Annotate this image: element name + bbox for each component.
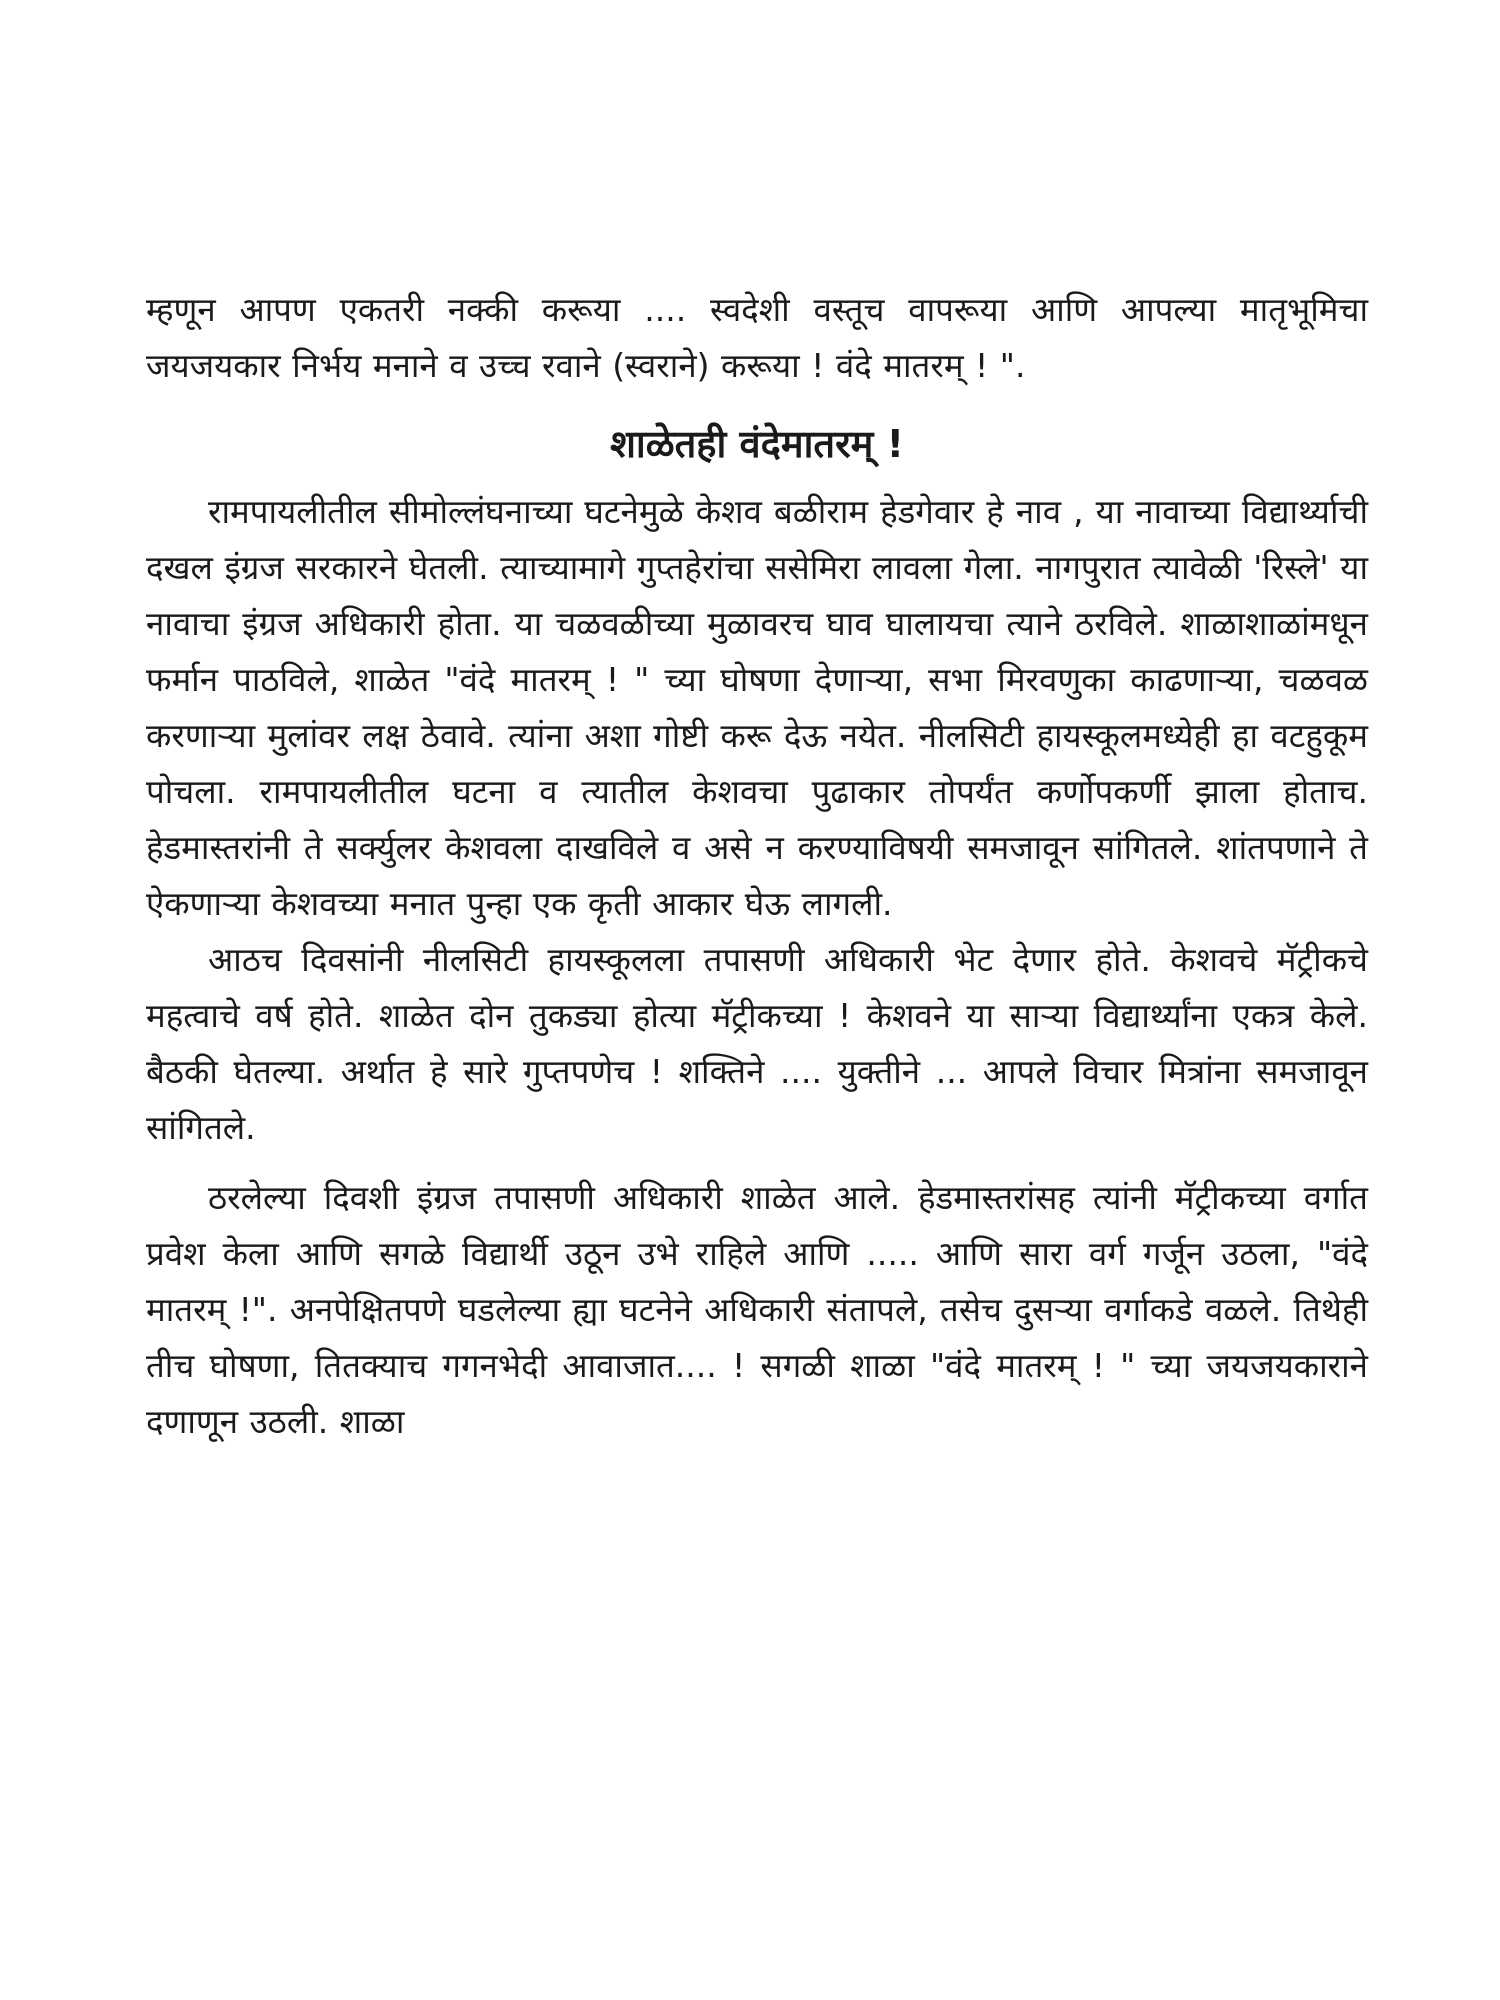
body-paragraph-2: आठच दिवसांनी नीलसिटी हायस्कूलला तपासणी अधिकारी भेट देणार होते. केशवचे मॅट्रीकचे महत्वाचे वर्ष होते. शाळेत दोन तुकड्या होत्या मॅट्रीकच्या ! केशवने या साऱ्या विद्यार्थ्यांना एकत्र केले. बैठकी घेतल्या. अर्थात हे सारे गुप्तपणेच ! शक्तिने .... युक्तीने ... आपले विचार मित्रांना समजावून सांगितले.	[146, 940, 1368, 1147]
body-paragraph-1: रामपायलीतील सीमोल्लंघनाच्या घटनेमुळे केशव बळीराम हेडगेवार हे नाव , या नावाच्या विद्यार्थ्याची दखल इंग्रज सरकारने घेतली. त्याच्यामागे गुप्तहेरांचा ससेमिरा लावला गेला. नागपुरात त्यावेळी 'रिस्ले' या नावाचा इंग्रज अधिकारी होता. या चळवळीच्या मुळावरच घाव घालायचा त्याने ठरविले. शाळाशाळांमधून फर्मान पाठविले, शाळेत "वंदे मातरम् ! " च्या घोषणा देणाऱ्या, सभा मिरवणुका काढणाऱ्या, चळवळ करणाऱ्या मुलांवर लक्ष ठेवावे. त्यांना अशा गोष्टी करू देऊ नयेत. नीलसिटी हायस्कूलमध्येही हा वटहुकूम पोचला. रामपायलीतील घटना व त्यातील केशवचा पुढाकार तोपर्यंत कर्णोपकर्णी झाला होताच. हेडमास्तरांनी ते सर्क्युलर केशवला दाखविले व असे न करण्याविषयी समजावून सांगितले. शांतपणाने ते ऐकणाऱ्या केशवच्या मनात पुन्हा एक कृती आकार घेऊ लागली.	[146, 492, 1368, 923]
body-paragraph-3: ठरलेल्या दिवशी इंग्रज तपासणी अधिकारी शाळेत आले. हेडमास्तरांसह त्यांनी मॅट्रीकच्या वर्गात प्रवेश केला आणि सगळे विद्यार्थी उठून उभे राहिले आणि ..... आणि सारा वर्ग गर्जून उठला, "वंदे मातरम् !". अनपेक्षितपणे घडलेल्या ह्या घटनेने अधिकारी संतापले, तसेच दुसऱ्या वर्गाकडे वळले. तिथेही तीच घोषणा, तितक्याच गगनभेदी आवाजात.... ! सगळी शाळा "वंदे मातरम् ! " च्या जयजयकाराने दणाणून उठली. शाळा	[146, 1178, 1368, 1441]
intro-paragraph: म्हणून आपण एकतरी नक्की करूया .... स्वदेशी वस्तूच वापरूया आणि आपल्या मातृभूमिचा जयजयकार निर्भय मनाने व उच्च रवाने (स्वराने) करूया ! वंदे मातरम् ! ".	[146, 290, 1368, 385]
section-heading: शाळेतही वंदेमातरम् !	[610, 422, 904, 466]
